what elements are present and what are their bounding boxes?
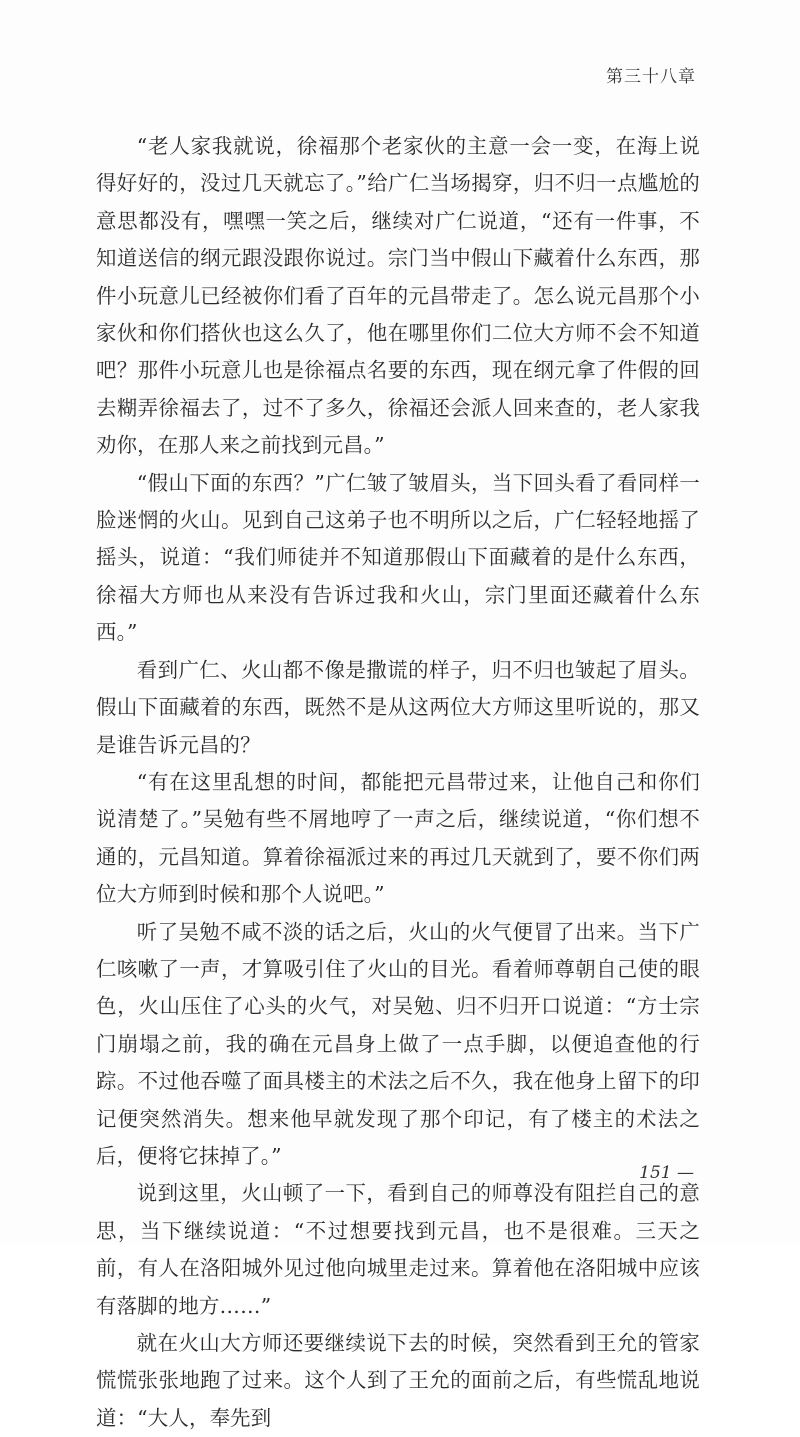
paragraph-7: 就在火山大方师还要继续说下去的时候，突然看到王允的管家慌慌张张地跑了过来。这个人到了王允的面前之后，有些慌乱地说道：“大人，奉先到 xyxy=(96,1331,700,1430)
paragraph-5: 听了吴勉不咸不淡的话之后，火山的火气便冒了出来。当下广仁咳嗽了一声，才算吸引住了火山的目光。看着师尊朝自己使的眼色，火山压住了心头的火气，对吴勉、归不归开口说道：“方士宗门崩塌之前，我的确在元昌身上做了一点手脚，以便追查他的行踪。不过他吞噬了面具楼主的术法之后不久，我在他身上留下的印记便突然消失。想来他早就发现了那个印记，有了楼主的术法之后，便将它抹掉了。” xyxy=(96,919,700,1168)
paragraph-4: “有在这里乱想的时间，都能把元昌带过来，让他自己和你们说清楚了。”吴勉有些不屑地哼了一声之后，继续说道，“你们想不通的，元昌知道。算着徐福派过来的再过几天就到了，要不你们两位大方师到时候和那个人说吧。” xyxy=(96,769,700,907)
paragraph-6: 说到这里，火山顿了一下，看到自己的师尊没有阻拦自己的意思，当下继续说道：“不过想要找到元昌，也不是很难。三天之前，有人在洛阳城外见过他向城里走过来。算着他在洛阳城中应该有落脚的地方……” xyxy=(96,1181,700,1318)
paragraph-2: “假山下面的东西？”广仁皱了皱眉头，当下回头看了看同样一脸迷惘的火山。见到自己这弟子也不明所以之后，广仁轻轻地摇了摇头，说道：“我们师徒并不知道那假山下面藏着的是什么东西，徐福大方师也从来没有告诉过我和火山，宗门里面还藏着什么东西。” xyxy=(96,470,700,645)
body-text xyxy=(96,128,700,1437)
paragraph-1: “老人家我就说，徐福那个老家伙的主意一会一变，在海上说得好好的，没过几天就忘了。”给广仁当场揭穿，归不归一点尴尬的意思都没有，嘿嘿一笑之后，继续对广仁说道，“还有一件事，不知道送信的纲元跟没跟你说过。宗门当中假山下藏着什么东西，那件小玩意儿已经被你们看了百年的元昌带走了。怎么说元昌那个小家伙和你们搭伙也这么久了，他在哪里你们二位大方师不会不知道吧？那件小玩意儿也是徐福点名要的东西，现在纲元拿了件假的回去糊弄徐福去了，过不了多久，徐福还会派人回来查的，老人家我劝你，在那人来之前找到元昌。” xyxy=(96,134,700,458)
page-number: 151 — xyxy=(639,1163,694,1183)
paragraph-3: 看到广仁、火山都不像是撒谎的样子，归不归也皱起了眉头。假山下面藏着的东西，既然不是从这两位大方师这里听说的，那又是谁告诉元昌的？ xyxy=(96,657,700,757)
running-header-chapter: 第三十八章 xyxy=(606,67,696,87)
